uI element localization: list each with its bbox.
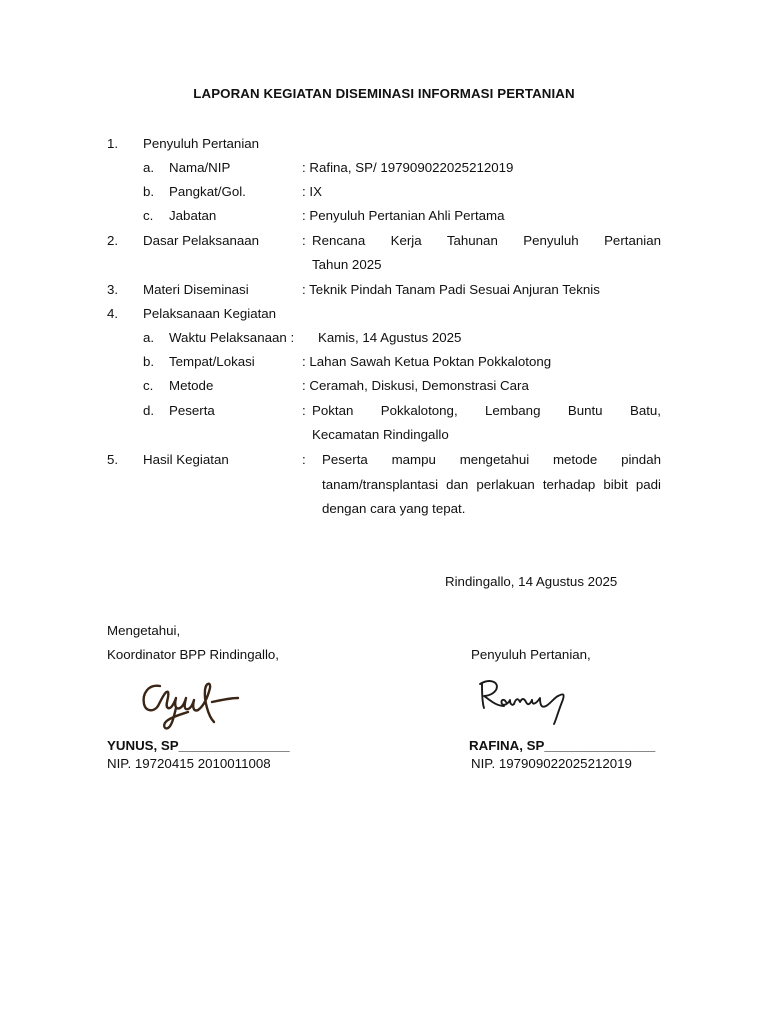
item-3-number: 3. [107,282,119,297]
item-4c-value: : Ceramah, Diskusi, Demonstrasi Cara [302,378,529,393]
item-4d-colon: : [302,403,306,418]
acknowledged-label: Mengetahui, [107,623,181,638]
item-4b-label: Tempat/Lokasi [169,354,255,369]
item-2-label: Dasar Pelaksanaan [143,233,260,248]
item-5-label: Hasil Kegiatan [143,452,229,467]
item-1c-letter: c. [143,208,154,223]
item-1c-label: Jabatan [169,208,217,223]
item-5-value: Peserta mampu mengetahui metode pindah tanam/transplantasi dan perlakuan terhadap bibit padi dengan cara yang tepat. [322,452,661,516]
item-2-value-line2: Tahun 2025 [312,257,382,272]
item-4d-letter: d. [143,403,155,418]
item-1a-letter: a. [143,160,155,175]
document-title: LAPORAN KEGIATAN DISEMINASI INFORMASI PERTANIAN [193,86,575,101]
extension-officer-title: Penyuluh Pertanian, [471,647,591,662]
coordinator-signature [138,676,248,732]
item-1-number: 1. [107,136,119,151]
place-date: Rindingallo, 14 Agustus 2025 [445,574,618,589]
coordinator-nip: NIP. 19720415 2010011008 [107,756,271,771]
item-1b-label: Pangkat/Gol. [169,184,246,199]
item-4c-letter: c. [143,378,154,393]
extension-officer-nip: NIP. 197909022025212019 [471,756,632,771]
item-3-label: Materi Diseminasi [143,282,249,297]
item-4a-value: Kamis, 14 Agustus 2025 [318,330,462,345]
item-2-value-line1: Rencana Kerja Tahunan Penyuluh Pertanian [312,233,661,248]
item-4a-letter: a. [143,330,155,345]
item-4c-label: Metode [169,378,214,393]
item-2-number: 2. [107,233,119,248]
item-4d-label: Peserta [169,403,215,418]
item-4b-value: : Lahan Sawah Ketua Poktan Pokkalotong [302,354,552,369]
item-1a-value: : Rafina, SP/ 197909022025212019 [302,160,514,175]
extension-officer-name: RAFINA, SP_______________ [469,738,656,753]
item-4b-letter: b. [143,354,155,369]
item-1a-label: Nama/NIP [169,160,231,175]
item-4-number: 4. [107,306,119,321]
item-4-label: Pelaksanaan Kegiatan [143,306,277,321]
coordinator-name: YUNUS, SP_______________ [107,738,290,753]
item-2-colon: : [302,233,306,248]
item-3-value: : Teknik Pindah Tanam Padi Sesuai Anjuran Teknis [302,282,600,297]
coordinator-title: Koordinator BPP Rindingallo, [107,647,279,662]
extension-officer-signature [476,676,572,728]
item-1-label: Penyuluh Pertanian [143,136,260,151]
item-4d-value-line2: Kecamatan Rindingallo [312,427,449,442]
item-1b-letter: b. [143,184,155,199]
item-1c-value: : Penyuluh Pertanian Ahli Pertama [302,208,505,223]
item-5-colon: : [302,452,306,467]
item-4a-label: Waktu Pelaksanaan : [169,330,295,345]
item-1b-value: : IX [302,184,322,199]
item-5-number: 5. [107,452,119,467]
item-4d-value-line1: Poktan Pokkalotong, Lembang Buntu Batu, [312,403,661,418]
